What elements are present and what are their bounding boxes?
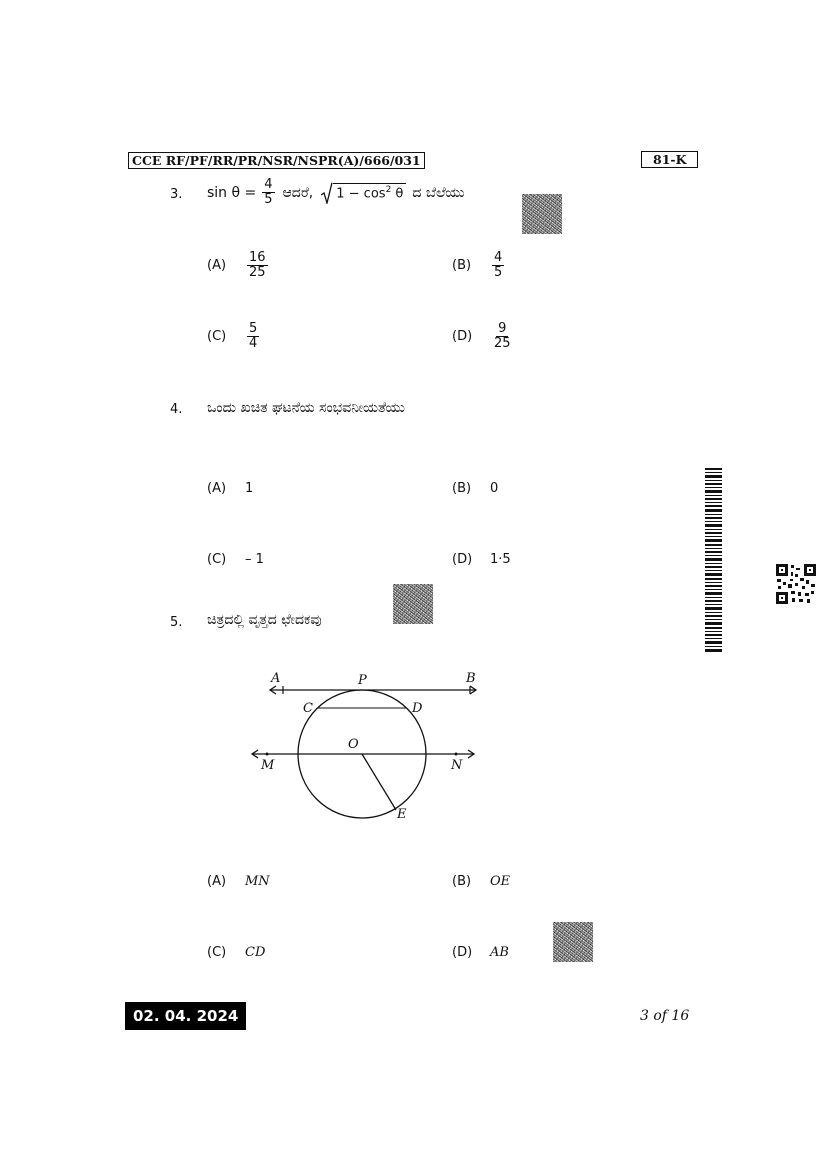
paper-code: 81-K [641, 151, 698, 168]
option-value: 1 [245, 481, 254, 496]
exam-date: 02. 04. 2024 [125, 1002, 246, 1030]
question-5-number: 5. [170, 615, 183, 630]
q4-option-d[interactable] [452, 552, 511, 567]
circle-figure [248, 664, 484, 828]
page-number: 3 of 16 [640, 1008, 690, 1024]
q3-frac-num: 4 [264, 177, 273, 192]
option-label: (B) [452, 481, 472, 496]
option-value: 0 [490, 481, 499, 496]
q3-option-d[interactable] [452, 322, 515, 351]
option-label: (C) [207, 329, 227, 344]
q3-option-b[interactable] [452, 251, 506, 280]
qr-code-icon [393, 584, 433, 624]
option-value: MN [245, 874, 270, 889]
option-label: (D) [452, 329, 473, 344]
q3-fraction [262, 178, 274, 207]
q4-option-c[interactable] [207, 552, 264, 567]
option-label: (D) [452, 945, 473, 960]
label-d: D [412, 701, 423, 716]
q3-prefix: sin θ = [207, 184, 257, 201]
q5-option-a[interactable] [207, 874, 270, 889]
q5-option-b[interactable] [452, 874, 510, 889]
option-label: (D) [452, 552, 473, 567]
q3-c-num: 5 [249, 321, 258, 336]
q3-d-den: 25 [494, 336, 511, 351]
option-label: (C) [207, 945, 227, 960]
option-value: CD [245, 945, 266, 960]
question-5-text: ಚಿತ್ರದಲ್ಲಿ ವೃತ್ತದ ಛೇದಕವು [207, 612, 322, 628]
option-value: – 1 [245, 552, 264, 567]
q3-sqrt-body [333, 183, 406, 201]
barcode-icon [705, 468, 722, 652]
option-value: OE [490, 874, 511, 889]
option-label: (B) [452, 258, 472, 273]
q4-option-b[interactable] [452, 481, 498, 496]
q3-d-num: 9 [498, 321, 507, 336]
label-b: B [466, 671, 476, 686]
qr-code-icon [553, 922, 593, 962]
question-3-number: 3. [170, 187, 183, 202]
q3-middle: ಆದರೆ, [282, 184, 314, 201]
q3-frac-den: 5 [264, 192, 273, 207]
option-value: 1·5 [490, 552, 511, 567]
radius-oe [362, 754, 396, 810]
q3-sqrt-expr: 1 − cos [336, 186, 386, 202]
q3-a-den: 25 [249, 265, 266, 280]
label-o: O [348, 737, 359, 752]
question-4-number: 4. [170, 402, 183, 417]
q3-sqrt-tail: θ [391, 186, 404, 202]
q3-sqrt-sup: 2 [385, 185, 392, 196]
q3-b-den: 5 [494, 265, 503, 280]
q3-c-den: 4 [249, 336, 258, 351]
exam-code: CCE RF/PF/RR/PR/NSR/NSPR(A)/666/031 [128, 152, 425, 169]
option-label: (A) [207, 874, 227, 889]
label-a: A [271, 671, 281, 686]
option-label: (A) [207, 481, 227, 496]
q4-option-a[interactable] [207, 481, 253, 496]
option-label: (C) [207, 552, 227, 567]
qr-code-icon [522, 194, 562, 234]
label-m: M [261, 758, 275, 773]
question-4-text: ಒಂದು ಖಚಿತ ಘಟನೆಯ ಸಂಭವನೀಯತೆಯು [207, 400, 405, 416]
q3-b-num: 4 [494, 250, 503, 265]
option-value: AB [490, 945, 509, 960]
label-e: E [397, 807, 407, 822]
option-label: (A) [207, 258, 227, 273]
q5-option-d[interactable] [452, 945, 509, 960]
sqrt-icon [321, 182, 333, 204]
q5-option-c[interactable] [207, 945, 265, 960]
question-3-text [207, 178, 465, 207]
option-label: (B) [452, 874, 472, 889]
q3-option-a[interactable] [207, 251, 270, 280]
side-qr-code-icon [776, 564, 816, 604]
label-n: N [451, 758, 463, 773]
label-c: C [303, 701, 313, 716]
label-p: P [358, 673, 367, 688]
q3-sqrt [321, 182, 406, 204]
q3-suffix: ದ ಬೆಲೆಯು [412, 184, 465, 201]
q3-a-num: 16 [249, 250, 266, 265]
q3-option-c[interactable] [207, 322, 261, 351]
